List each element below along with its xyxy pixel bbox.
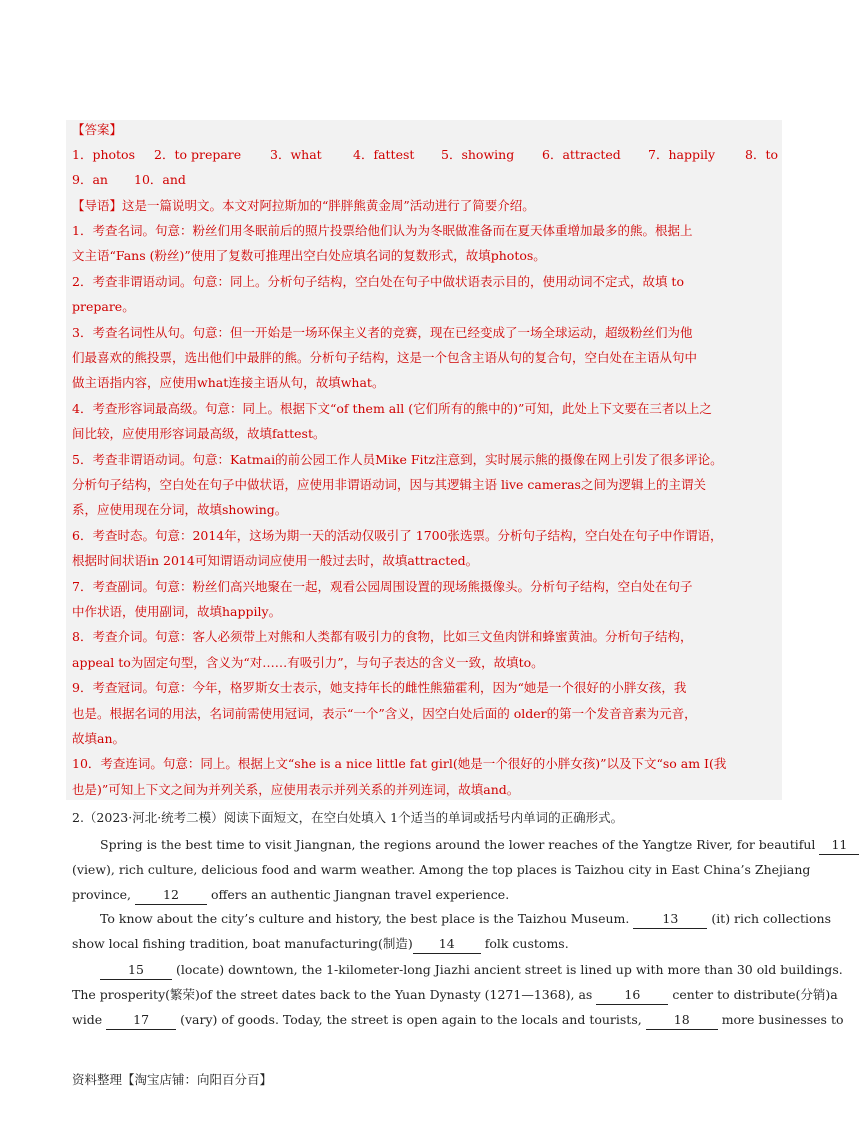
passage-line: wide 17 (vary) of goods. Today, the street is open again to the locals and tourists, 18 more businesses to bbox=[72, 1007, 784, 1032]
explanation-line: 中作状语，使用副词，故填happily。 bbox=[72, 604, 282, 619]
answer-2: 2．to prepare bbox=[154, 147, 242, 162]
passage-line: To know about the city’s culture and history, the best place is the Taizhou Museum. 13 (it) rich collections bbox=[72, 906, 784, 931]
explanation-line: 9．考查冠词。句意：今年，格罗斯女士表示，她支持年长的雌性熊猫霍利，因为“她是一个很好的小胖女孩，我 bbox=[72, 680, 687, 695]
blank-11[interactable]: 11 bbox=[819, 836, 859, 855]
blank-15[interactable]: 15 bbox=[100, 961, 172, 980]
blank-16[interactable]: 16 bbox=[596, 986, 668, 1005]
explanation-line: 做主语指内容，应使用what连接主语从句，故填what。 bbox=[72, 375, 385, 390]
explanation-line: 6．考查时态。句意：2014年，这场为期一天的活动仅吸引了 1700张选票。分析句子结构，空白处在句子中作谓语， bbox=[72, 528, 723, 543]
explanation-line: 5．考查非谓语动词。句意：Katmai的前公园工作人员Mike Fitz注意到，实时展示熊的摄像在网上引发了很多评论。 bbox=[72, 452, 723, 467]
explanation-line: appeal to为固定句型，含义为“对……有吸引力”，与句子表达的含义一致，故填to。 bbox=[72, 655, 544, 670]
passage-line: Spring is the best time to visit Jiangnan, the regions around the lower reaches of the Yangtze River, for beautiful 11 bbox=[72, 832, 784, 857]
answer-row-1 bbox=[72, 142, 784, 167]
explanation-line: 间比较，应使用形容词最高级，故填fattest。 bbox=[72, 426, 326, 441]
guide-line bbox=[72, 193, 784, 218]
explanation-line: 2．考查非谓语动词。句意：同上。分析句子结构，空白处在句子中做状语表示目的，使用动词不定式，故填 to bbox=[72, 274, 684, 289]
passage-line: The prosperity(繁荣)of the street dates back to the Yuan Dynasty (1271—1368), as 16 center to distribute(分销)a bbox=[72, 982, 784, 1007]
explanation-line: 10．考查连词。句意：同上。根据上文“she is a nice little fat girl(她是一个很好的小胖女孩)”以及下文“so am I(我 bbox=[72, 756, 727, 771]
blank-18[interactable]: 18 bbox=[646, 1011, 718, 1030]
passage-line: (view), rich culture, delicious food and warm weather. Among the top places is Taizhou city in East China’s Zhejiang bbox=[72, 862, 811, 877]
explanation-line: 系，应使用现在分词，故填showing。 bbox=[72, 502, 288, 517]
explanation-line: 也是)”可知上下文之间为并列关系，应使用表示并列关系的并列连词，故填and。 bbox=[72, 782, 520, 797]
footer-note: 资料整理【淘宝店铺：向阳百分百】 bbox=[72, 1072, 273, 1087]
explanation-line: 文主语“Fans (粉丝)”使用了复数可推理出空白处应填名词的复数形式，故填photos。 bbox=[72, 248, 546, 263]
blank-14[interactable]: 14 bbox=[413, 935, 481, 954]
answer-5: 5．showing bbox=[441, 147, 515, 162]
answer-row-2 bbox=[72, 167, 784, 192]
explanation-line: 们最喜欢的熊投票，选出他们中最胖的熊。分析句子结构，这是一个包含主语从句的复合句，空白处在主语从句中 bbox=[72, 350, 698, 365]
explanation-line: 8．考查介词。句意：客人必须带上对熊和人类都有吸引力的食物，比如三文鱼肉饼和蜂蜜黄油。分析句子结构， bbox=[72, 629, 693, 644]
passage-line: 15 (locate) downtown, the 1-kilometer-long Jiazhi ancient street is lined up with more than 30 old buildings. bbox=[72, 957, 784, 982]
explanation-line: 4．考查形容词最高级。句意：同上。根据下文“of them all (它们所有的熊中的)”可知，此处上下文要在三者以上之 bbox=[72, 401, 712, 416]
blank-13[interactable]: 13 bbox=[633, 910, 707, 929]
explanation-line: 1．考查名词。句意：粉丝们用冬眠前后的照片投票给他们认为为冬眠做准备而在夏天体重增加最多的熊。根据上 bbox=[72, 223, 693, 238]
answer-3: 3．what bbox=[270, 147, 322, 162]
explanation-line: 3．考查名词性从句。句意：但一开始是一场环保主义者的竞赛，现在已经变成了一场全球运动，超级粉丝们为他 bbox=[72, 325, 693, 340]
guide-text: 这是一篇说明文。本文对阿拉斯加的“胖胖熊黄金周”活动进行了简要介绍。 bbox=[122, 198, 535, 213]
explanation-line: 7．考查副词。句意：粉丝们高兴地聚在一起，观看公园周围设置的现场熊摄像头。分析句子结构，空白处在句子 bbox=[72, 579, 693, 594]
passage-line: province, 12 offers an authentic Jiangnan travel experience. bbox=[72, 882, 784, 907]
answer-7: 7．happily bbox=[648, 147, 716, 162]
question-intro: 2.（2023·河北·统考二模）阅读下面短文，在空白处填入 1个适当的单词或括号内单词的正确形式。 bbox=[72, 810, 624, 825]
explanation-line: 也是。根据名词的用法，名词前需使用冠词，表示“一个”含义，因空白处后面的 older的第一个发音音素为元音， bbox=[72, 706, 697, 721]
answer-6: 6．attracted bbox=[542, 147, 621, 162]
answer-9: 9．an bbox=[72, 172, 108, 187]
explanation-line: 故填an。 bbox=[72, 731, 126, 746]
answer-8: 8．to bbox=[745, 147, 779, 162]
explanation-line: prepare。 bbox=[72, 299, 135, 314]
answer-4: 4．fattest bbox=[353, 147, 415, 162]
passage-line: show local fishing tradition, boat manufacturing(制造) 14 folk customs. bbox=[72, 931, 784, 956]
blank-12[interactable]: 12 bbox=[135, 886, 207, 905]
explanation-line: 根据时间状语in 2014可知谓语动词应使用一般过去时，故填attracted。 bbox=[72, 553, 479, 568]
explanation-line: 分析句子结构，空白处在句子中做状语，应使用非谓语动词，因与其逻辑主语 live cameras之间为逻辑上的主谓关 bbox=[72, 477, 706, 492]
blank-17[interactable]: 17 bbox=[106, 1011, 176, 1030]
answer-1: 1．photos bbox=[72, 147, 135, 162]
guide-label: 【导语】 bbox=[72, 198, 123, 213]
answer-10: 10．and bbox=[134, 172, 186, 187]
answer-header: 【答案】 bbox=[72, 122, 123, 137]
